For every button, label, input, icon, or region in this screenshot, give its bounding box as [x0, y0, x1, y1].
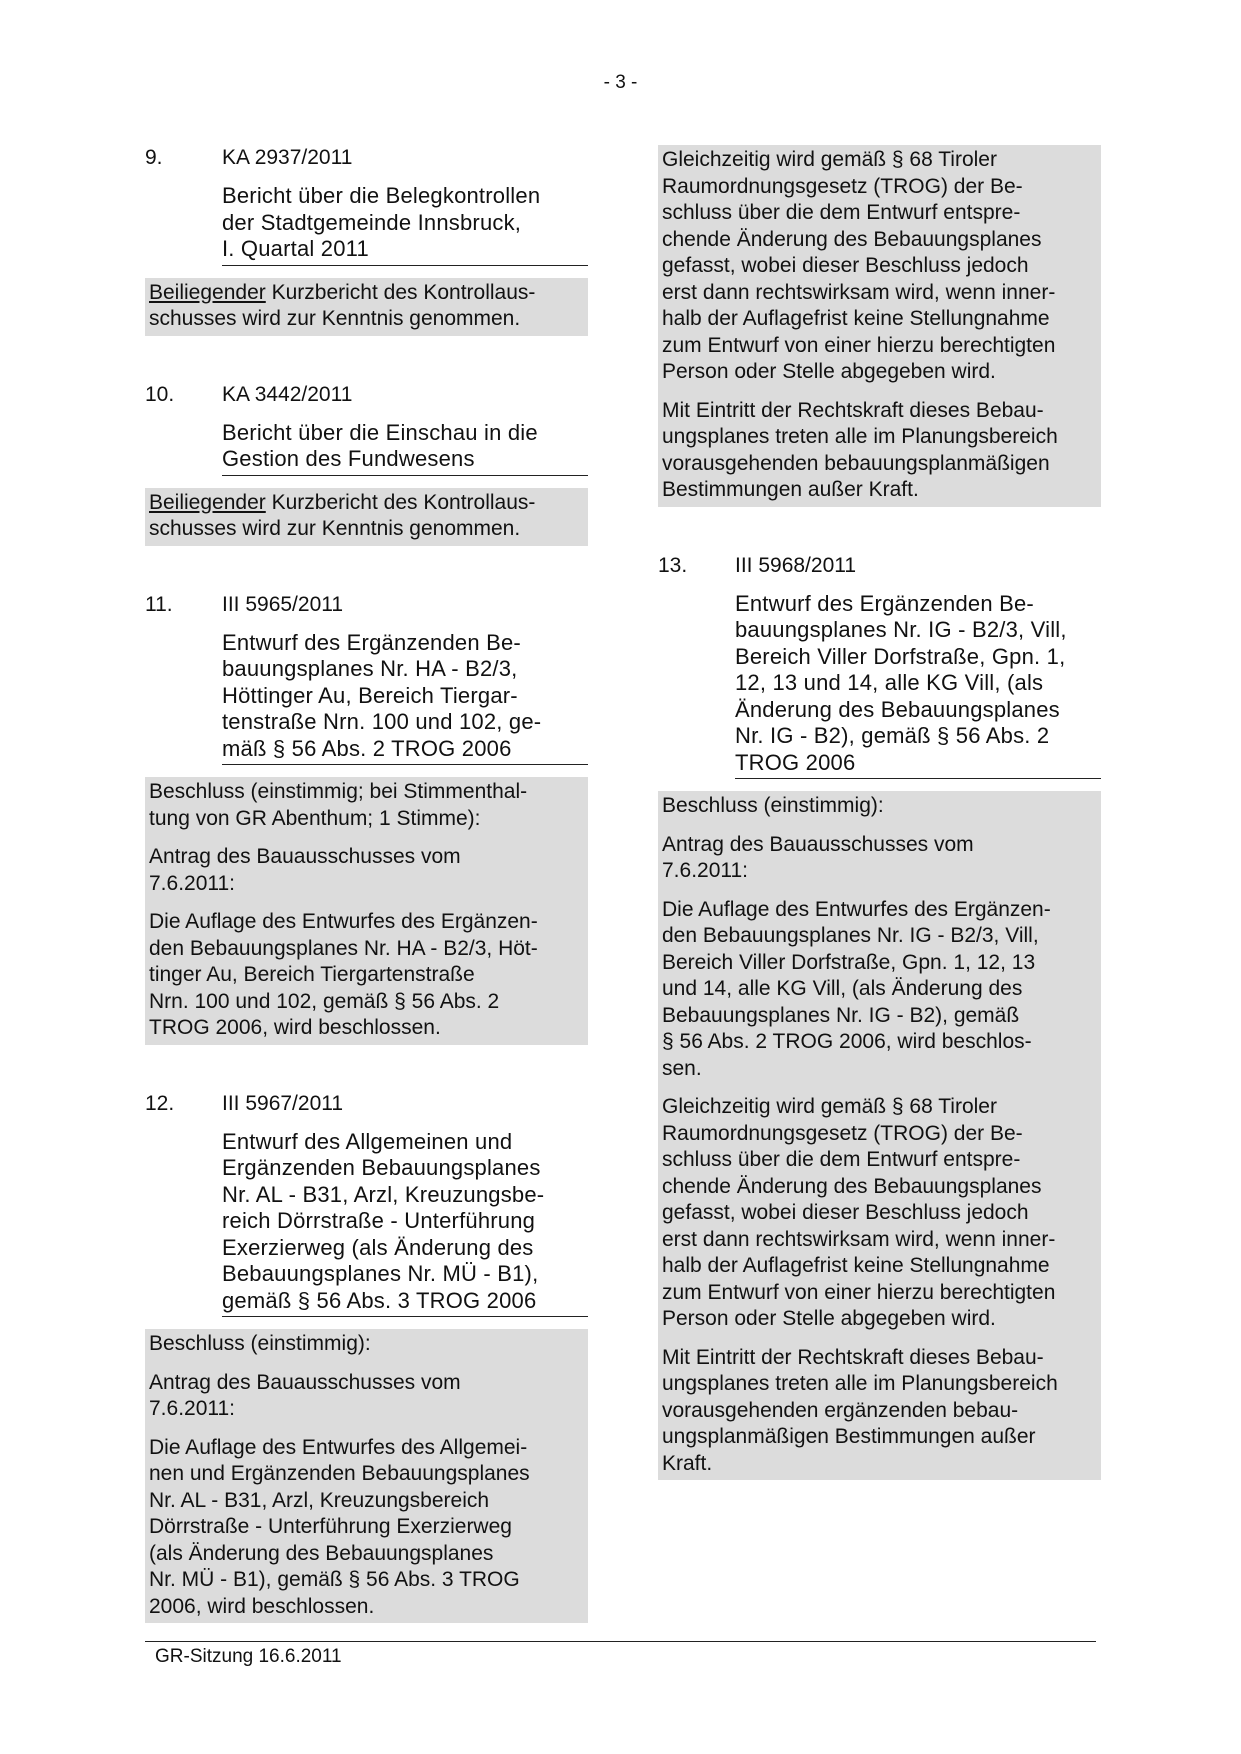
agenda-item-9 [145, 145, 588, 336]
item-title: Entwurf des Ergänzenden Be- bauungsplanes Nr. HA - B2/3, Höttinger Au, Bereich Tiergar- tenstraße Nrn. 100 und 102, ge- mäß § 56 Abs. 2 TROG 2006 [222, 630, 588, 766]
agenda-item-10 [145, 382, 588, 546]
item-title: Entwurf des Allgemeinen und Ergänzenden Bebauungsplanes Nr. AL - B31, Arzl, Kreuzungsbe- reich Dörrstraße - Unterführung Exerzierweg (als Änderung des Bebauungsplanes Nr. MÜ - B1), gemäß § 56 Abs. 3 TROG 2006 [222, 1129, 588, 1318]
title-line: der Stadtgemeinde Innsbruck, [222, 209, 522, 235]
footer-text: GR-Sitzung 16.6.2011 [155, 1646, 342, 1667]
item-reference: III 5968/2011 [735, 553, 857, 577]
title-line: Bericht über die Belegkontrollen [222, 183, 541, 208]
decision-text: Mit Eintritt der Rechtskraft dieses Bebau- ungsplanes treten alle im Planungsbereich vorausgehenden ergänzenden bebau- ungsplanmäßigen Bestimmungen außer Kraft. [662, 1345, 1058, 1475]
item-number: 10. [145, 382, 175, 406]
item-number: 13. [658, 553, 688, 577]
agenda-item-13 [658, 553, 1101, 1481]
item-number: 9. [145, 146, 163, 169]
motion-line: Antrag des Bauausschusses vom 7.6.2011: [149, 845, 461, 895]
title-line: I. Quartal 2011 [222, 236, 369, 261]
decision-heading: Beschluss (einstimmig): [662, 794, 884, 817]
motion-line: Antrag des Bauausschusses vom 7.6.2011: [149, 1370, 461, 1420]
title-line: Bericht über die Einschau in die [222, 419, 538, 445]
footer-divider [145, 1641, 1096, 1642]
page-number: - 3 - [603, 72, 638, 93]
item-reference: KA 2937/2011 [222, 146, 353, 169]
item-title [222, 183, 588, 266]
item-number: 11. [145, 592, 173, 616]
item-reference: III 5967/2011 [222, 1091, 344, 1115]
decision-box: Beiliegender Kurzbericht des Kontrollaus- schusses wird zur Kenntnis genommen. [145, 488, 588, 546]
decision-text: Die Auflage des Entwurfes des Allgemei- nen und Ergänzenden Bebauungsplanes Nr. AL - B31, Arzl, Kreuzungsbereich Dörrstraße - Unterführung Exerzierweg (als Änderung des Bebauungsplanes Nr. MÜ - B1), gemäß § 56 Abs. 3 TROG 2006, wird beschlossen. [149, 1435, 530, 1618]
decision-box-continued [658, 145, 1101, 507]
decision-box [145, 1329, 588, 1623]
decision-heading: Beschluss (einstimmig): [149, 1332, 371, 1355]
title-line: Gestion des Fundwesens [222, 446, 475, 471]
decision-box [145, 777, 588, 1045]
decision-heading: Beschluss (einstimmig; bei Stimmenthal- tung von GR Abenthum; 1 Stimme): [149, 780, 528, 830]
decision-text: Die Auflage des Entwurfes des Ergänzen- den Bebauungsplanes Nr. HA - B2/3, Höt- tinger Au, Bereich Tiergartenstraße Nrn. 100 und 102, gemäß § 56 Abs. 2 TROG 2006, wird beschlossen. [149, 910, 538, 1039]
decision-box [658, 791, 1101, 1480]
decision-text: Gleichzeitig wird gemäß § 68 Tiroler Raumordnungsgesetz (TROG) der Be- schluss über die dem Entwurf entspre- chende Änderung des Bebauungsplanes gefasst, wobei dieser Beschluss jedoch erst dann rechtswirksam wird, wenn inner- halb der Auflagefrist keine Stellungnahme zum Entwurf von einer hierzu berechtigten Person oder Stelle abgegeben wird. [662, 148, 1056, 383]
item-reference: KA 3442/2011 [222, 382, 353, 406]
decision-box: Beiliegender Kurzbericht des Kontrollaus- schusses wird zur Kenntnis genommen. [145, 278, 588, 336]
decision-text: Die Auflage des Entwurfes des Ergänzen- den Bebauungsplanes Nr. IG - B2/3, Vill, Bereich Viller Dorfstraße, Gpn. 1, 12, 13 und 14, alle KG Vill, (als Änderung des Bebauungsplanes Nr. IG - B2), gemäß § 56 Abs. 2 TROG 2006, wird beschlos- sen. [662, 897, 1051, 1080]
item-title: Entwurf des Ergänzenden Be- bauungsplanes Nr. IG - B2/3, Vill, Bereich Viller Dorfstraße, Gpn. 1, 12, 13 und 14, alle KG Vill, (als Änderung des Bebauungsplanes Nr. IG - B2), gemäß § 56 Abs. 2 TROG 2006 [735, 591, 1101, 780]
agenda-item-11 [145, 592, 588, 1045]
decision-text: Mit Eintritt der Rechtskraft dieses Bebau- ungsplanes treten alle im Planungsbereich vorausgehenden bebauungsplanmäßigen Bestimmungen außer Kraft. [662, 398, 1058, 501]
item-title [222, 420, 588, 476]
underlined-word: Beiliegender [149, 490, 266, 514]
motion-line: Antrag des Bauausschusses vom 7.6.2011: [662, 832, 974, 882]
right-column [658, 145, 1101, 1480]
left-column [145, 145, 588, 1623]
item-reference: III 5965/2011 [222, 592, 344, 616]
decision-text: Gleichzeitig wird gemäß § 68 Tiroler Raumordnungsgesetz (TROG) der Be- schluss über die dem Entwurf entspre- chende Änderung des Bebauungsplanes gefasst, wobei dieser Beschluss jedoch erst dann rechtswirksam wird, wenn inner- halb der Auflagefrist keine Stellungnahme zum Entwurf von einer hierzu berechtigten Person oder Stelle abgegeben wird. [662, 1095, 1056, 1330]
item-number: 12. [145, 1091, 175, 1115]
agenda-item-12 [145, 1091, 588, 1624]
underlined-word: Beiliegender [149, 280, 266, 304]
